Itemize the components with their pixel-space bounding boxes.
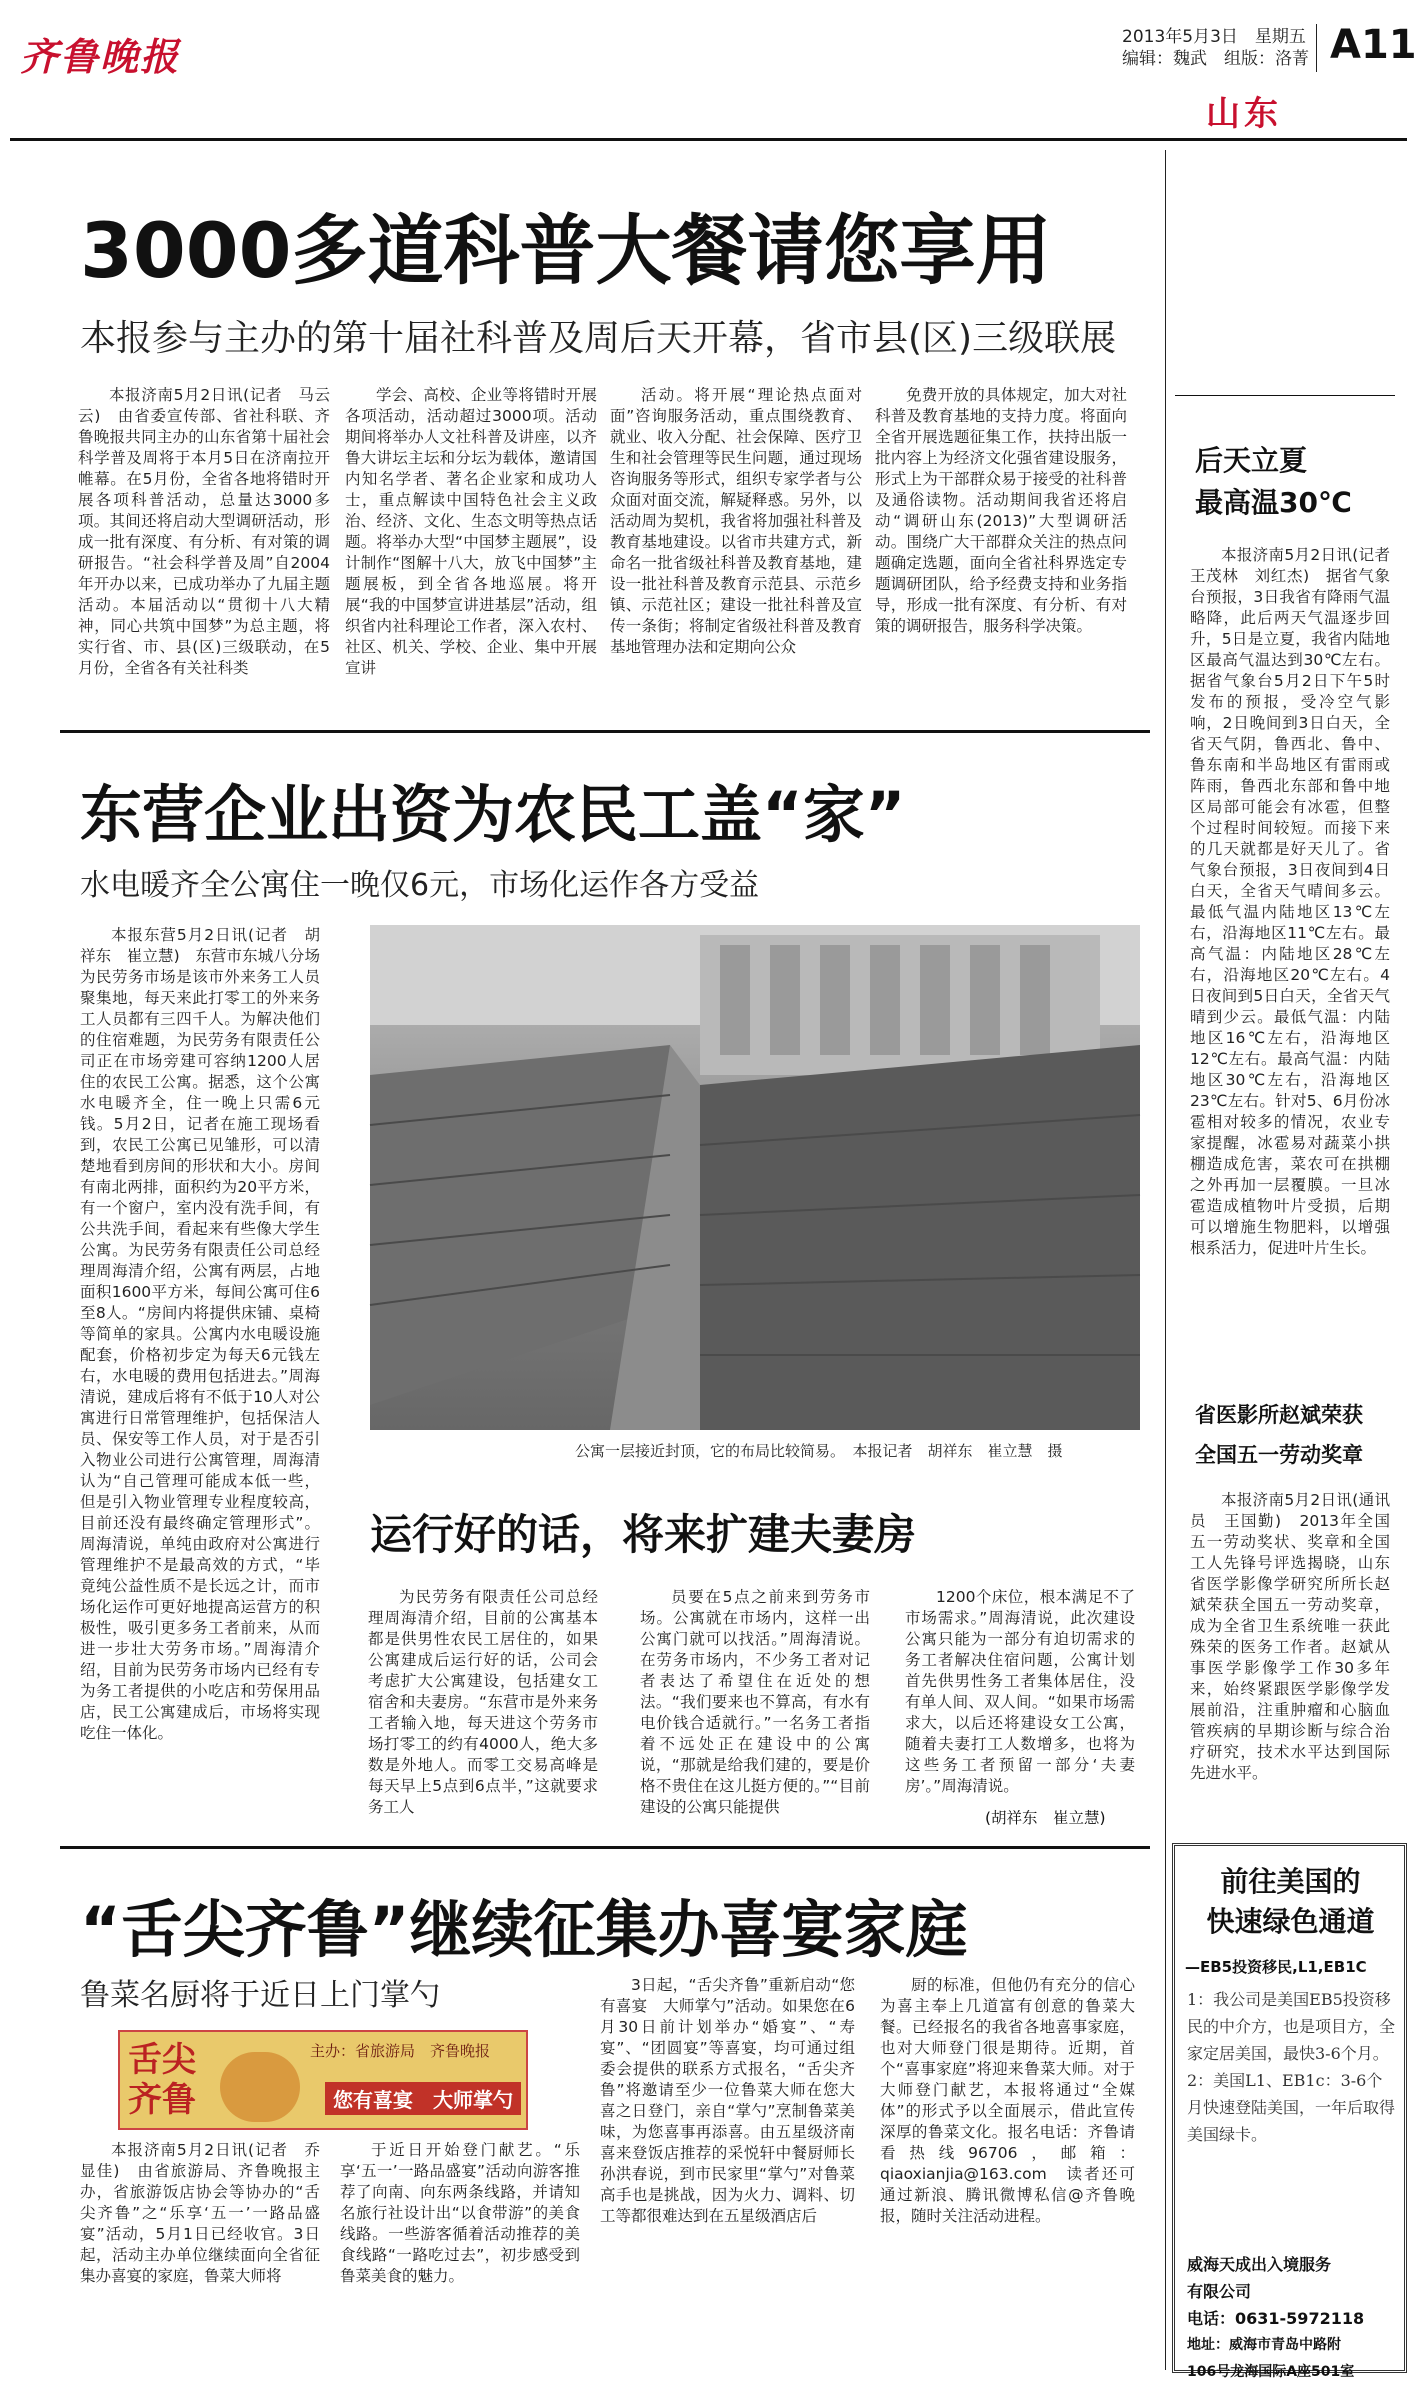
ad-contact: 威海天成出入境服务 有限公司 电话：0631-5972118 地址：威海市青岛中路附 106号龙海国际A座501室 <box>1187 2255 1365 2380</box>
sidebar-divider <box>1165 150 1166 2370</box>
chef-figure-icon <box>220 2052 300 2122</box>
article3-col3: 3日起，“舌尖齐鲁”重新启动“您有喜宴 大师掌勺”活动。如果您在6月30日前计划举办“婚宴”、“寿宴”、“团圆宴”等喜宴，均可通过组委会提供的联系方式报名，“舌尖齐鲁”将邀请至少一位鲁菜大师在您大喜之日登门，亲自“掌勺”烹制鲁菜美味，为您喜事再添喜。由五星级济南喜来登饭店推荐的采悦轩中餐厨师长孙洪春说，到市民家里“掌勺”对鲁菜高手也是挑战，因为火力、调料、切工等都很难达到在五星级酒店后 <box>600 1976 855 2225</box>
logo-slogan: 您有喜宴 大师掌勺 <box>325 2082 521 2115</box>
article1-rule <box>60 730 1150 733</box>
article1-subtitle: 本报参与主办的第十届社科普及周后天开幕，省市县(区)三级联展 <box>80 318 1117 359</box>
photo-caption: 公寓一层接近封顶，它的布局比较简易。 本报记者 胡祥东 崔立慧 摄 <box>575 1442 1063 1460</box>
weather-top-rule <box>1175 395 1395 396</box>
issue-date: 2013年5月3日 星期五 <box>1122 27 1306 47</box>
section-name: 山东 <box>1206 94 1282 134</box>
ad-title: 前往美国的 快速绿色通道 <box>1206 1865 1375 1938</box>
issue-info <box>1122 26 1309 70</box>
article3-col2: 于近日开始登门献艺。“乐享‘五一’一路品盛宴”活动向游客推荐了向南、向东两条线路，并请知名旅行社设计出“以食带游”的美食线路。一些游客循着活动推荐的美食线路“一路吃过去”，初步感受到鲁菜美食的魅力。 <box>340 2141 580 2285</box>
article1-col4: 免费开放的具体规定，加大对社科普及教育基地的支持力度。将面向全省开展选题征集工作，扶持出版一批内容上为经济文化强省建设服务，形式上为干部群众易于接受的社科普及通俗读物。活动期间我省还将启动“调研山东(2013)”大型调研活动。围绕广大干部群众关注的热点问题确定选题，面向全省社科界选定专题调研团队，给予经费支持和业务指导，形成一批有深度、有分析、有对策的调研报告，服务科学决策。 <box>875 386 1127 635</box>
article2-title: 东营企业出资为农民工盖“家” <box>80 778 906 851</box>
logo-organizers: 主办：省旅游局 齐鲁晚报 <box>310 2042 491 2060</box>
article1-col2: 学会、高校、企业等将错时开展各项活动，活动超过3000项。活动期间将举办人文社科普及讲座，以齐鲁大讲坛主坛和分坛为载体，邀请国内知名学者、著名企业家和成功人士，重点解读中国特色社会主义政治、经济、文化、生态文明等热点话题。将举办大型“中国梦主题展”，设计制作“图解十八大，放飞中国梦”主题展板，到全省各地巡展。将开展“我的中国梦宣讲进基层”活动，组织省内社科理论工作者，深入农村、社区、机关、学校、企业、集中开展宣讲 <box>345 386 597 677</box>
immigration-ad <box>1172 1843 1407 2380</box>
article2-subtitle: 水电暖齐全公寓住一晚仅6元，市场化运作各方受益 <box>80 868 760 903</box>
article3-title: “舌尖齐鲁”继续征集办喜宴家庭 <box>80 1893 968 1966</box>
article2-subhead: 运行好的话，将来扩建夫妻房 <box>370 1510 917 1559</box>
article2-rule <box>60 1846 1150 1849</box>
article1-title: 3000多道科普大餐请您享用 <box>80 206 1052 295</box>
weather-title: 后天立夏 最高温30℃ <box>1195 444 1352 519</box>
award-body: 本报济南5月2日讯(通讯员 王国勤) 2013年全国五一劳动奖状、奖章和全国工人先锋号评选揭晓，山东省医学影像学研究所所长赵斌荣获全国五一劳动奖章，成为全省卫生系统唯一获此殊荣的医务工作者。赵斌从事医学影像学工作30多年来，始终紧跟医学影像学发展前沿，注重肿瘤和心脑血管疾病的早期诊断与综合治疗研究，技术水平达到国际先进水平。 <box>1190 1491 1390 1782</box>
article1-col1: 本报济南5月2日讯(记者 马云云) 由省委宣传部、省社科联、齐鲁晚报共同主办的山东省第十届社会科学普及周将于本月5日在济南拉开帷幕。在5月份，全省各地将错时开展各项科普活动，总量达3000多项。其间还将启动大型调研活动，形成一批有深度、有分析、有对策的调研报告。“社会科学普及周”自2004年开办以来，已成功举办了九届主题活动。本届活动以“贯彻十八大精神，同心共筑中国梦”为总主题，将实行省、市、县(区)三级联动，在5月份，全省各有关社科类 <box>78 386 330 677</box>
article3-col1: 本报济南5月2日讯(记者 乔显佳) 由省旅游局、齐鲁晚报主办，省旅游饭店协会等协办的“舌尖齐鲁”之“乐享‘五一’一路品盛宴”活动，5月1日已经收官。3日起，活动主办单位继续面向全省征集办喜宴的家庭，鲁菜大师将 <box>80 2141 320 2285</box>
article2-byline: (胡祥东 崔立慧) <box>985 1809 1106 1827</box>
issue-editors: 编辑：魏武 组版：洛菁 <box>1122 49 1309 69</box>
ad-tagline: —EB5投资移民,L1,EB1C <box>1185 1958 1367 1976</box>
weather-body: 本报济南5月2日讯(记者 王茂林 刘红杰) 据省气象台预报，3日我省有降雨气温略降，此后两天气温逐步回升，5日是立夏，我省内陆地区最高气温达到30℃左右。据省气象台5月2日下午5时发布的预报，受冷空气影响，2日晚间到3日白天，全省天气阴，鲁西北、鲁中、鲁东南和半岛地区有雷雨或阵雨，鲁西北东部和鲁中地区局部可能会有冰雹，但整个过程时间较短。而接下来的几天就都是好天儿了。省气象台预报，3日夜间到4日白天，全省天气晴间多云。最低气温内陆地区13℃左右，沿海地区11℃左右。最高气温：内陆地区28℃左右，沿海地区20℃左右。4日夜间到5日白天，全省天气晴到少云。最低气温：内陆地区16℃左右，沿海地区12℃左右。最高气温：内陆地区30℃左右，沿海地区23℃左右。针对5、6月份冰雹相对较多的情况，农业专家提醒，冰雹易对蔬菜小拱棚造成危害，菜农可在拱棚之外再加一层覆膜。一旦冰雹造成植物叶片受损，后期可以增施生物肥料，以增强根系活力，促进叶片生长。 <box>1190 546 1406 1257</box>
shejian-qilu-logo-box <box>118 2030 528 2130</box>
article3-subtitle: 鲁菜名厨将于近日上门掌勺 <box>80 1978 440 2013</box>
article2-col-a: 为民劳务有限责任公司总经理周海清介绍，目前的公寓基本都是供男性农民工居住的，如果公寓建成后运行好的话，公司会考虑扩大公寓建设，包括建女工宿舍和夫妻房。“东营市是外来务工者输入地，每天进这个劳务市场打零工的约有4000人，绝大多数是外地人。而零工交易高峰是每天早上5点到6点半，”这就要求务工人 <box>368 1588 598 1816</box>
article2-col-left: 本报东营5月2日讯(记者 胡祥东 崔立慧) 东营市东城八分场为民劳务市场是该市外来务工人员聚集地，每天来此打零工的外来务工人员都有三四千人。为解决他们的住宿难题，为民劳务有限责任公司正在市场旁建可容纳1200人居住的农民工公寓。据悉，这个公寓水电暖齐全，住一晚上只需6元钱。5月2日，记者在施工现场看到，农民工公寓已见雏形，可以清楚地看到房间的形状和大小。房间有南北两排，面积约为20平方米，有一个窗户，室内没有洗手间，有公共洗手间，看起来有些像大学生公寓。为民劳务有限责任公司总经理周海清介绍，公寓有两层，占地面积1600平方米，每间公寓可住6至8人。“房间内将提供床铺、桌椅等简单的家具。公寓内水电暖设施配套，价格初步定为每天6元钱左右，水电暖的费用包括进去。”周海清说，建成后将有不低于10人对公寓进行日常管理维护，包括保洁人员、保安等工作人员，对于是否引入物业公司进行公寓管理，周海清认为“自己管理可能成本低一些，但是引入物业管理专业程度较高，目前还没有最终确定管理形式”。周海清说，单纯由政府对公寓进行管理维护不是最高效的方式，“毕竟纯公益性质不是长远之计，而市场化运作可更好地提高运营方的积极性，吸引更多务工者前来，从而进一步壮大劳务市场。”周海清介绍，目前为民劳务市场内已经有专为务工者提供的小吃店和劳保用品店，民工公寓建成后，市场将实现吃住一体化。 <box>80 926 320 1742</box>
article2-col-c: 1200个床位，根本满足不了市场需求。”周海清说，此次建设公寓只能为一部分有迫切需求的务工者解决住宿问题，公寓计划首先供男性务工者集体居住，没有单人间、双人间。“如果市场需求大，以后还将建设女工公寓，随着夫妻打工人数增多，也将为这些务工者预留一部分‘夫妻房’。”周海清说。 <box>905 1588 1135 1795</box>
article3-col4: 厨的标准，但他仍有充分的信心为喜主奉上几道富有创意的鲁菜大餐。已经报名的我省各地喜事家庭，也对大师登门很是期待。近期，首个“喜事家庭”将迎来鲁菜大师。对于大师登门献艺，本报将通过“全媒体”的形式予以全面展示，借此宣传深厚的鲁菜文化。报名电话：齐鲁请看热线96706，邮箱：qiaoxianjia@163.com 读者还可通过新浪、腾讯微博私信@齐鲁晚报，随时关注活动进程。 <box>880 1976 1135 2225</box>
article1-col3: 活动。将开展“理论热点面对面”咨询服务活动，重点围绕教育、就业、收入分配、社会保障、医疗卫生和社会管理等民生问题，通过现场咨询服务等形式，组织专家学者与公众面对面交流，解疑释惑。另外，以活动周为契机，我省将加强社科普及教育基地建设。以省市共建方式，新命名一批省级社科普及教育基地，建设一批社科普及教育示范县、示范乡镇、示范社区；建设一批社科普及宣传一条街；将制定省级社科普及教育基地管理办法和定期向公众 <box>610 386 862 656</box>
award-title: 省医影所赵斌荣获 全国五一劳动奖章 <box>1195 1403 1363 1467</box>
newspaper-logo: 齐鲁晚报 <box>20 34 181 79</box>
article2-col-b: 员要在5点之前来到劳务市场。公寓就在市场内，这样一出公寓门就可以找活。”周海清说。在劳务市场内，不少务工者对记者表达了希望住在近处的想法。“我们要来也不算高，有水有电价钱合适就行。”一名务工者指着不远处正在建设中的公寓说，“那就是给我们建的，要是价格不贵住在这儿挺方便的。”“目前建设的公寓只能提供 <box>640 1588 870 1816</box>
shejian-logo-text: 舌尖齐鲁 <box>128 2040 196 2120</box>
photo-apartment-construction <box>370 925 1140 1430</box>
ad-body: 1：我公司是美国EB5投资移民的中介方，也是项目方，全家定居美国，最快3-6个月。2：美国L1、EB1c：3-6个月快速登陆美国，一年后取得美国绿卡。 <box>1187 1990 1396 2144</box>
header-rule <box>10 138 1407 141</box>
photo-illustration <box>370 925 1140 1430</box>
page-number: A11 <box>1330 22 1417 68</box>
header-divider <box>1316 24 1317 72</box>
